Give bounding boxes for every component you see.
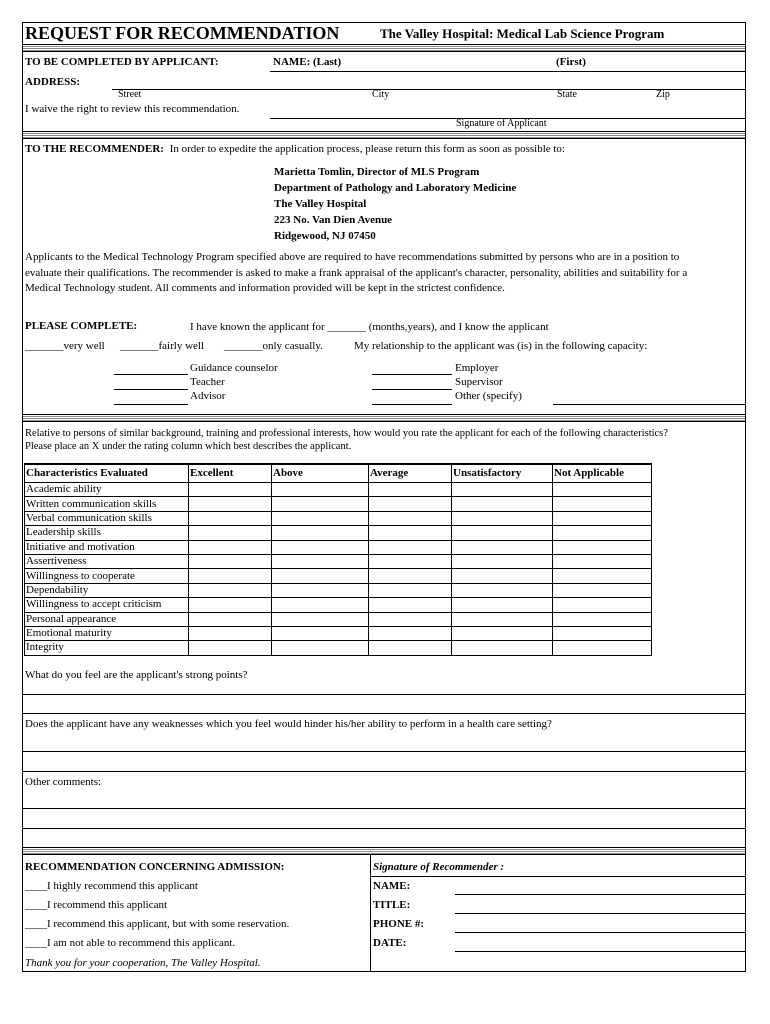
rating-cell[interactable] — [369, 526, 452, 540]
rating-cell[interactable] — [553, 483, 652, 497]
known-duration-text[interactable]: I have known the applicant for _______ (months,years), and I know the applicant — [190, 321, 549, 333]
rating-cell[interactable] — [452, 526, 553, 540]
recommender-instruction-row — [25, 143, 565, 155]
strong-points-question: What do you feel are the applicant's strong points? — [25, 669, 248, 681]
rating-cell[interactable] — [553, 554, 652, 568]
table-row — [25, 483, 652, 497]
advisor-option: Advisor — [190, 390, 226, 402]
row-label: Assertiveness — [25, 554, 189, 568]
rating-cell[interactable] — [369, 598, 452, 612]
rating-cell[interactable] — [369, 483, 452, 497]
row-label: Willingness to accept criticism — [25, 598, 189, 612]
col-above: Above — [272, 464, 369, 483]
rating-cell[interactable] — [452, 540, 553, 554]
row-label: Willingness to cooperate — [25, 569, 189, 583]
only-casually-option[interactable]: _______only casually. — [224, 340, 323, 352]
table-row — [25, 511, 652, 525]
name-line[interactable] — [270, 71, 745, 72]
very-well-option[interactable]: _______very well — [25, 340, 105, 352]
rating-cell[interactable] — [553, 583, 652, 597]
table-row — [25, 598, 652, 612]
rating-cell[interactable] — [189, 526, 272, 540]
rating-cell[interactable] — [272, 641, 369, 655]
rating-cell[interactable] — [369, 626, 452, 640]
table-row — [25, 583, 652, 597]
rating-cell[interactable] — [272, 483, 369, 497]
rating-cell[interactable] — [272, 598, 369, 612]
col-average: Average — [369, 464, 452, 483]
recommender-name-label: NAME: — [373, 880, 411, 892]
answer-line[interactable] — [23, 751, 745, 752]
rating-instruction: Relative to persons of similar background, training and professional interests, how would you rate the applicant for each of the following characteristics? Please place an X under the rating column which best describes the applicant. — [25, 428, 668, 452]
return-address-line-5: Ridgewood, NJ 07450 — [274, 230, 376, 242]
teacher-option: Teacher — [190, 376, 225, 388]
rating-cell[interactable] — [553, 511, 652, 525]
rating-cell[interactable] — [553, 540, 652, 554]
recommender-signature-heading: Signature of Recommender : — [373, 861, 505, 873]
zip-label: Zip — [656, 89, 670, 100]
employer-option: Employer — [455, 362, 499, 374]
guidance-blank[interactable] — [114, 374, 188, 375]
rating-cell[interactable] — [553, 526, 652, 540]
rating-cell[interactable] — [553, 598, 652, 612]
advisor-blank[interactable] — [114, 404, 188, 405]
table-row — [25, 497, 652, 511]
rating-cell[interactable] — [452, 497, 553, 511]
rating-cell[interactable] — [189, 483, 272, 497]
rating-header-row — [25, 464, 652, 483]
confidentiality-paragraph: Applicants to the Medical Technology Program specified above are required to have recommendations submitted by persons who are in a position to evaluate their qualifications. The recommender is asked to make a frank appraisal of the applicant's character, personality, abilities and suitability for a Medical Technology student. All comments and information provided will be kept in the strictest confidence. — [25, 251, 688, 294]
admission-option-reservation[interactable]: ____I recommend this applicant, but with some reservation. — [25, 918, 290, 930]
fairly-well-option[interactable]: _______fairly well — [120, 340, 205, 352]
relationship-text: My relationship to the applicant was (is) in the following capacity: — [354, 340, 648, 352]
signature-column-divider — [370, 855, 371, 972]
rating-cell[interactable] — [553, 569, 652, 583]
answer-line[interactable] — [23, 828, 745, 829]
rating-cell[interactable] — [189, 626, 272, 640]
rating-cell[interactable] — [452, 626, 553, 640]
col-unsatisfactory: Unsatisfactory — [452, 464, 553, 483]
section-divider-3 — [23, 847, 745, 855]
recommender-phone-label: PHONE #: — [373, 918, 425, 930]
table-row — [25, 626, 652, 640]
table-row — [25, 569, 652, 583]
supervisor-blank[interactable] — [372, 389, 452, 390]
return-address-line-2: Department of Pathology and Laboratory Medicine — [274, 182, 517, 194]
please-complete-label: PLEASE COMPLETE: — [25, 320, 138, 332]
rating-cell[interactable] — [189, 511, 272, 525]
rating-cell[interactable] — [189, 497, 272, 511]
recommender-name-field[interactable] — [455, 894, 745, 895]
rating-cell[interactable] — [452, 554, 553, 568]
admission-option-recommend[interactable]: ____I recommend this applicant — [25, 899, 168, 911]
answer-line[interactable] — [23, 713, 745, 714]
rating-cell[interactable] — [272, 626, 369, 640]
table-row — [25, 641, 652, 655]
other-blank[interactable] — [372, 404, 452, 405]
applicant-signature-label: Signature of Applicant — [456, 118, 547, 129]
row-label: Academic ability — [25, 483, 189, 497]
admission-heading: RECOMMENDATION CONCERNING ADMISSION: — [25, 861, 285, 873]
rating-cell[interactable] — [189, 612, 272, 626]
applicant-section-label: TO BE COMPLETED BY APPLICANT: — [25, 56, 219, 68]
rating-cell[interactable] — [369, 497, 452, 511]
row-label: Integrity — [25, 641, 189, 655]
employer-blank[interactable] — [372, 374, 452, 375]
waiver-text: I waive the right to review this recommendation. — [25, 103, 240, 115]
recommender-title-label: TITLE: — [373, 899, 411, 911]
rating-cell[interactable] — [272, 511, 369, 525]
table-row — [25, 526, 652, 540]
table-row — [25, 612, 652, 626]
city-label: City — [372, 89, 390, 100]
row-label: Emotional maturity — [25, 626, 189, 640]
rating-cell[interactable] — [452, 583, 553, 597]
col-characteristics: Characteristics Evaluated — [25, 464, 189, 483]
recommender-title-field[interactable] — [455, 913, 745, 914]
rating-cell[interactable] — [272, 526, 369, 540]
row-label: Dependability — [25, 583, 189, 597]
section-divider-2 — [23, 414, 745, 422]
rating-cell[interactable] — [369, 569, 452, 583]
table-row — [25, 554, 652, 568]
rating-cell[interactable] — [189, 583, 272, 597]
rating-cell[interactable] — [553, 612, 652, 626]
admission-option-highly[interactable]: ____I highly recommend this applicant — [25, 880, 198, 892]
weaknesses-question: Does the applicant have any weaknesses which you feel would hinder his/her ability to perform in a health care setting? — [25, 718, 552, 730]
admission-option-not-able[interactable]: ____I am not able to recommend this applicant. — [25, 937, 236, 949]
recommender-signature-line[interactable] — [370, 876, 745, 877]
rating-cell[interactable] — [452, 511, 553, 525]
header-divider — [23, 44, 745, 52]
supervisor-option: Supervisor — [455, 376, 503, 388]
table-row — [25, 540, 652, 554]
name-last-label: NAME: (Last) — [273, 56, 342, 68]
rating-cell[interactable] — [452, 569, 553, 583]
answer-line[interactable] — [23, 808, 745, 809]
guidance-counselor-option: Guidance counselor — [190, 362, 278, 374]
rating-cell[interactable] — [553, 626, 652, 640]
name-first-label: (First) — [556, 56, 586, 68]
rating-table — [24, 463, 652, 656]
rating-cell[interactable] — [189, 569, 272, 583]
row-label: Written communication skills — [25, 497, 189, 511]
address-label: ADDRESS: — [25, 76, 81, 88]
rating-cell[interactable] — [369, 641, 452, 655]
rating-cell[interactable] — [189, 641, 272, 655]
rating-cell[interactable] — [369, 554, 452, 568]
row-label: Verbal communication skills — [25, 511, 189, 525]
row-label: Initiative and motivation — [25, 540, 189, 554]
rating-cell[interactable] — [189, 598, 272, 612]
rating-cell[interactable] — [452, 483, 553, 497]
rating-cell[interactable] — [369, 540, 452, 554]
return-address-line-1: Marietta Tomlin, Director of MLS Program — [274, 166, 480, 178]
rating-cell[interactable] — [272, 569, 369, 583]
recommender-phone-field[interactable] — [455, 932, 745, 933]
rating-cell[interactable] — [189, 540, 272, 554]
recommender-date-field[interactable] — [455, 951, 745, 952]
rating-cell[interactable] — [452, 641, 553, 655]
rating-cell[interactable] — [272, 612, 369, 626]
col-excellent: Excellent — [189, 464, 272, 483]
other-specify-line[interactable] — [553, 404, 745, 405]
other-comments-label: Other comments: — [25, 776, 102, 788]
rating-cell[interactable] — [452, 598, 553, 612]
rating-cell[interactable] — [272, 583, 369, 597]
address-line[interactable] — [112, 89, 745, 90]
recommender-instruction: In order to expedite the application process, please return this form as soon as possible to: — [169, 143, 565, 155]
row-label: Leadership skills — [25, 526, 189, 540]
return-address-line-4: 223 No. Van Dien Avenue — [274, 214, 393, 226]
thank-you-note: Thank you for your cooperation, The Valley Hospital. — [25, 957, 261, 969]
street-label: Street — [118, 89, 142, 100]
rating-cell[interactable] — [553, 641, 652, 655]
rating-cell[interactable] — [369, 511, 452, 525]
recommender-date-label: DATE: — [373, 937, 407, 949]
rating-cell[interactable] — [189, 554, 272, 568]
institution-name: The Valley Hospital: Medical Lab Science Program — [380, 26, 665, 41]
answer-line[interactable] — [23, 694, 745, 695]
section-divider-1 — [23, 131, 745, 139]
answer-line[interactable] — [23, 771, 745, 772]
state-label: State — [557, 89, 577, 100]
col-not-applicable: Not Applicable — [553, 464, 652, 483]
form-title: REQUEST FOR RECOMMENDATION — [25, 23, 340, 43]
row-label: Personal appearance — [25, 612, 189, 626]
rating-cell[interactable] — [553, 497, 652, 511]
rating-cell[interactable] — [369, 612, 452, 626]
teacher-blank[interactable] — [114, 389, 188, 390]
other-specify-option: Other (specify) — [455, 390, 522, 402]
rating-cell[interactable] — [272, 554, 369, 568]
rating-cell[interactable] — [369, 583, 452, 597]
rating-cell[interactable] — [452, 612, 553, 626]
rating-cell[interactable] — [272, 540, 369, 554]
rating-cell[interactable] — [272, 497, 369, 511]
return-address-line-3: The Valley Hospital — [274, 198, 367, 210]
recommender-label: TO THE RECOMMENDER: — [25, 143, 164, 155]
